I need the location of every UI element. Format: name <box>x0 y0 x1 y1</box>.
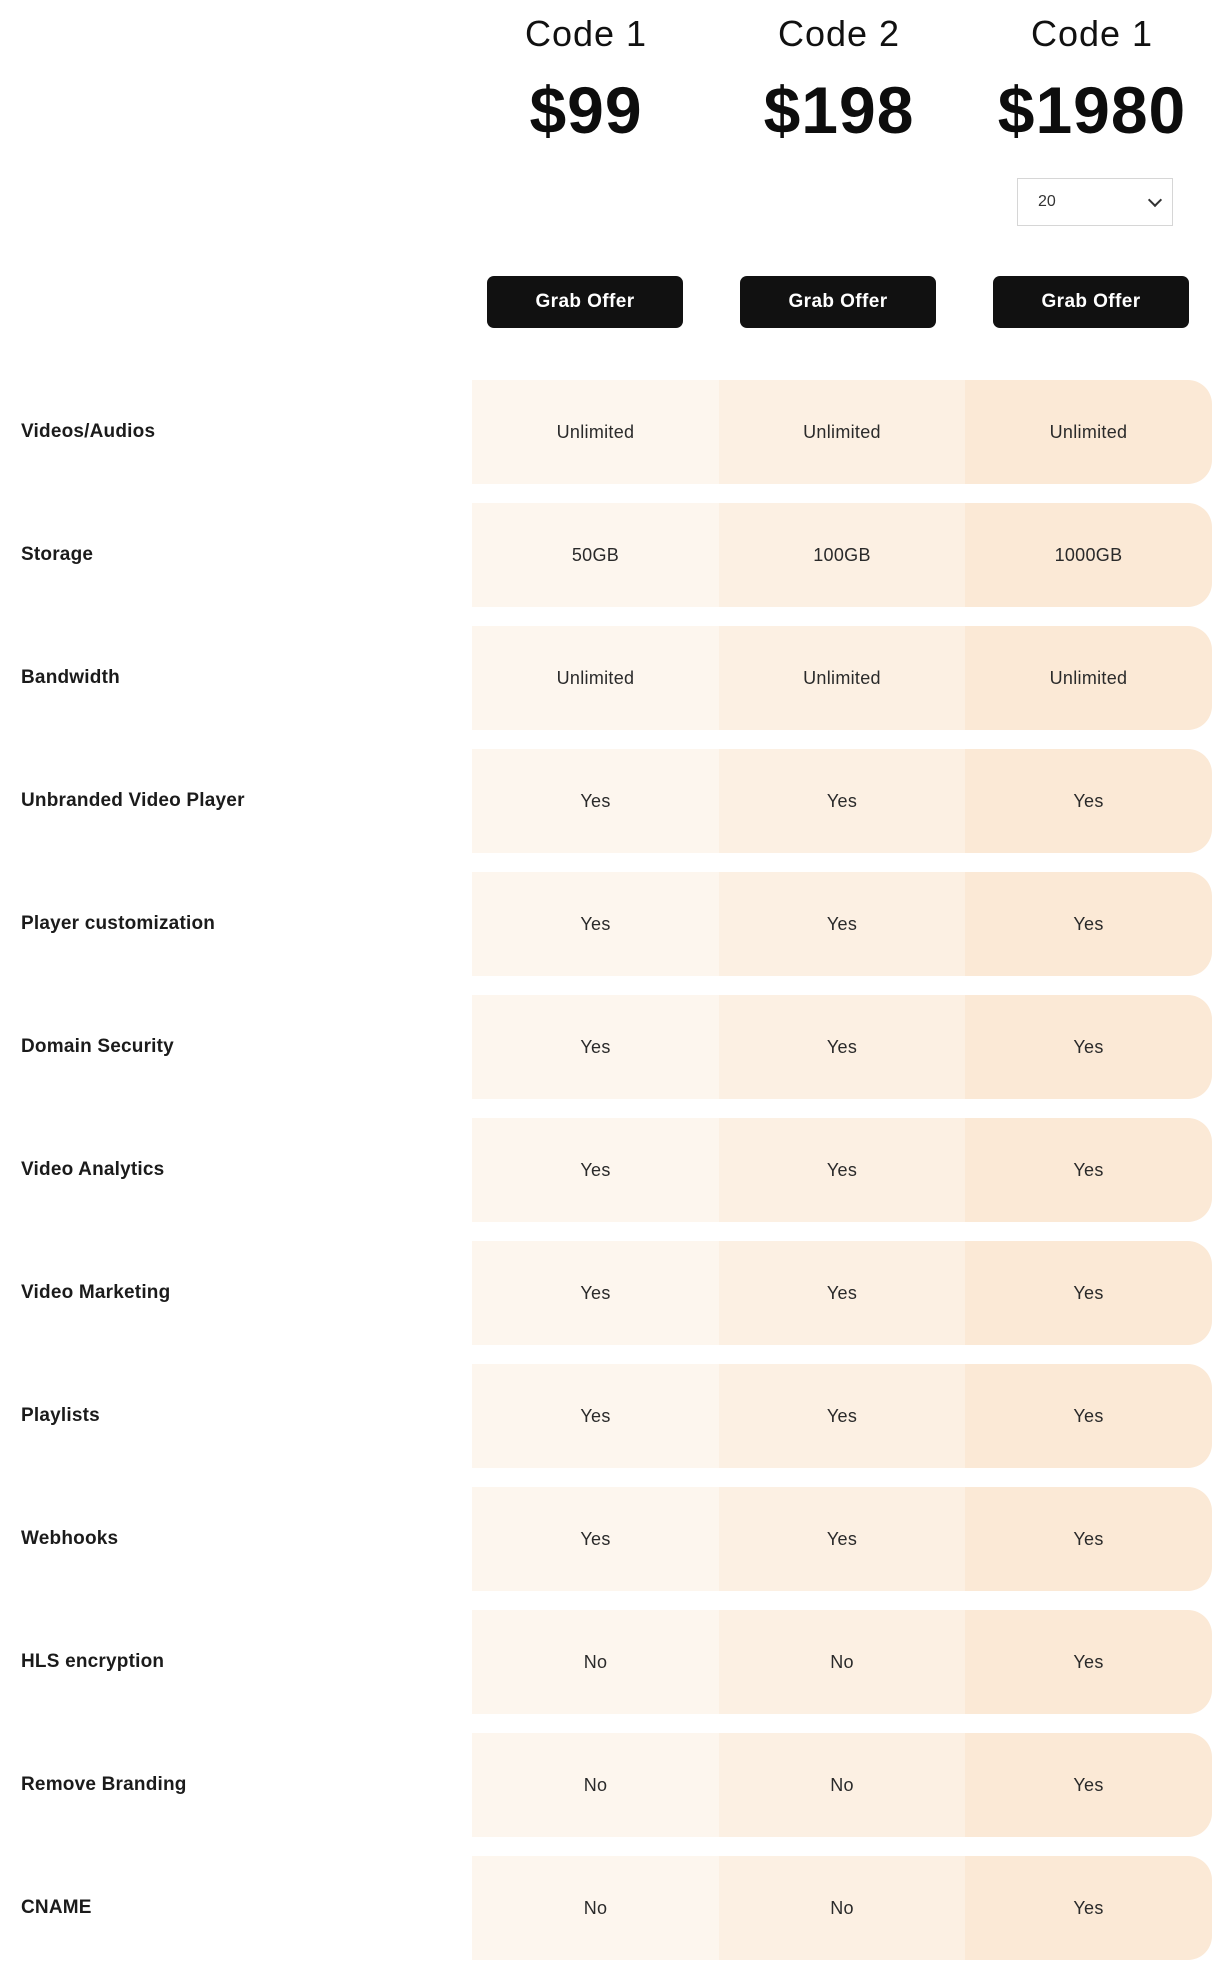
feature-value-plan-1: No <box>472 1610 719 1714</box>
feature-value-plan-3: Yes <box>965 1241 1212 1345</box>
feature-value-plan-1: Yes <box>472 1118 719 1222</box>
feature-value-plan-2: 100GB <box>719 503 965 607</box>
feature-row <box>0 1610 1225 1714</box>
feature-values <box>472 749 1212 853</box>
feature-values <box>472 503 1212 607</box>
feature-row <box>0 749 1225 853</box>
feature-label: Storage <box>21 544 94 565</box>
feature-value-plan-3: Yes <box>965 749 1212 853</box>
feature-value-plan-1: 50GB <box>472 503 719 607</box>
feature-label: HLS encryption <box>21 1651 165 1672</box>
plan-price: $1980 <box>997 73 1187 147</box>
feature-values <box>472 1610 1212 1714</box>
grab-offer-button[interactable]: Grab Offer <box>993 276 1189 328</box>
feature-value-plan-1: Yes <box>472 872 719 976</box>
feature-label: Unbranded Video Player <box>21 790 245 811</box>
feature-value-plan-1: Unlimited <box>472 626 719 730</box>
feature-value-plan-3: Unlimited <box>965 380 1212 484</box>
plan-name: Code 2 <box>777 13 901 54</box>
feature-values <box>472 995 1212 1099</box>
feature-values <box>472 872 1212 976</box>
feature-value-plan-3: Yes <box>965 995 1212 1099</box>
feature-value-plan-3: Yes <box>965 1118 1212 1222</box>
feature-value-plan-3: 1000GB <box>965 503 1212 607</box>
feature-value-plan-2: Yes <box>719 1364 965 1468</box>
feature-value-plan-2: Yes <box>719 872 965 976</box>
feature-value-plan-2: Yes <box>719 1241 965 1345</box>
feature-label: Videos/Audios <box>21 421 156 442</box>
feature-values <box>472 1118 1212 1222</box>
feature-value-plan-3: Yes <box>965 1364 1212 1468</box>
feature-values <box>472 1364 1212 1468</box>
feature-values <box>472 1241 1212 1345</box>
feature-value-plan-1: Yes <box>472 749 719 853</box>
feature-value-plan-1: No <box>472 1856 719 1960</box>
feature-label: CNAME <box>21 1897 92 1918</box>
feature-value-plan-2: No <box>719 1856 965 1960</box>
feature-value-plan-1: Yes <box>472 1364 719 1468</box>
feature-values <box>472 380 1212 484</box>
feature-value-plan-3: Yes <box>965 1856 1212 1960</box>
feature-row <box>0 1733 1225 1837</box>
feature-values <box>472 1487 1212 1591</box>
pricing-plans <box>0 0 1225 340</box>
quantity-value: 20 <box>1038 193 1056 210</box>
feature-value-plan-3: Yes <box>965 1610 1212 1714</box>
feature-comparison-table <box>0 380 1225 1979</box>
feature-value-plan-2: Yes <box>719 749 965 853</box>
feature-value-plan-1: Yes <box>472 1241 719 1345</box>
feature-value-plan-3: Yes <box>965 1487 1212 1591</box>
feature-row <box>0 626 1225 730</box>
feature-values <box>472 1733 1212 1837</box>
plan-name: Code 1 <box>1030 13 1154 54</box>
grab-offer-button[interactable]: Grab Offer <box>487 276 683 328</box>
plan-name: Code 1 <box>524 13 648 54</box>
feature-label: Video Analytics <box>21 1159 165 1180</box>
grab-offer-button[interactable]: Grab Offer <box>740 276 936 328</box>
feature-row <box>0 872 1225 976</box>
feature-values <box>472 626 1212 730</box>
feature-value-plan-3: Unlimited <box>965 626 1212 730</box>
feature-row <box>0 1487 1225 1591</box>
feature-value-plan-2: Yes <box>719 1487 965 1591</box>
quantity-select[interactable] <box>1017 178 1173 226</box>
feature-value-plan-1: No <box>472 1733 719 1837</box>
feature-label: Playlists <box>21 1405 100 1426</box>
feature-label: Player customization <box>21 913 216 934</box>
feature-row <box>0 380 1225 484</box>
feature-value-plan-1: Yes <box>472 1487 719 1591</box>
feature-label: Bandwidth <box>21 667 120 688</box>
feature-row <box>0 1856 1225 1960</box>
feature-label: Video Marketing <box>21 1282 171 1303</box>
feature-value-plan-2: Unlimited <box>719 380 965 484</box>
feature-row <box>0 1118 1225 1222</box>
feature-value-plan-2: Yes <box>719 995 965 1099</box>
feature-value-plan-2: Yes <box>719 1118 965 1222</box>
plan-price: $99 <box>529 73 643 147</box>
feature-value-plan-2: Unlimited <box>719 626 965 730</box>
feature-values <box>472 1856 1212 1960</box>
plan-price: $198 <box>763 73 915 147</box>
feature-value-plan-1: Unlimited <box>472 380 719 484</box>
feature-label: Remove Branding <box>21 1774 187 1795</box>
feature-value-plan-2: No <box>719 1733 965 1837</box>
feature-value-plan-3: Yes <box>965 872 1212 976</box>
feature-row <box>0 995 1225 1099</box>
feature-row <box>0 1241 1225 1345</box>
feature-label: Domain Security <box>21 1036 174 1057</box>
feature-value-plan-2: No <box>719 1610 965 1714</box>
chevron-down-icon <box>1148 192 1162 206</box>
feature-value-plan-3: Yes <box>965 1733 1212 1837</box>
feature-row <box>0 503 1225 607</box>
feature-label: Webhooks <box>21 1528 119 1549</box>
feature-row <box>0 1364 1225 1468</box>
feature-value-plan-1: Yes <box>472 995 719 1099</box>
